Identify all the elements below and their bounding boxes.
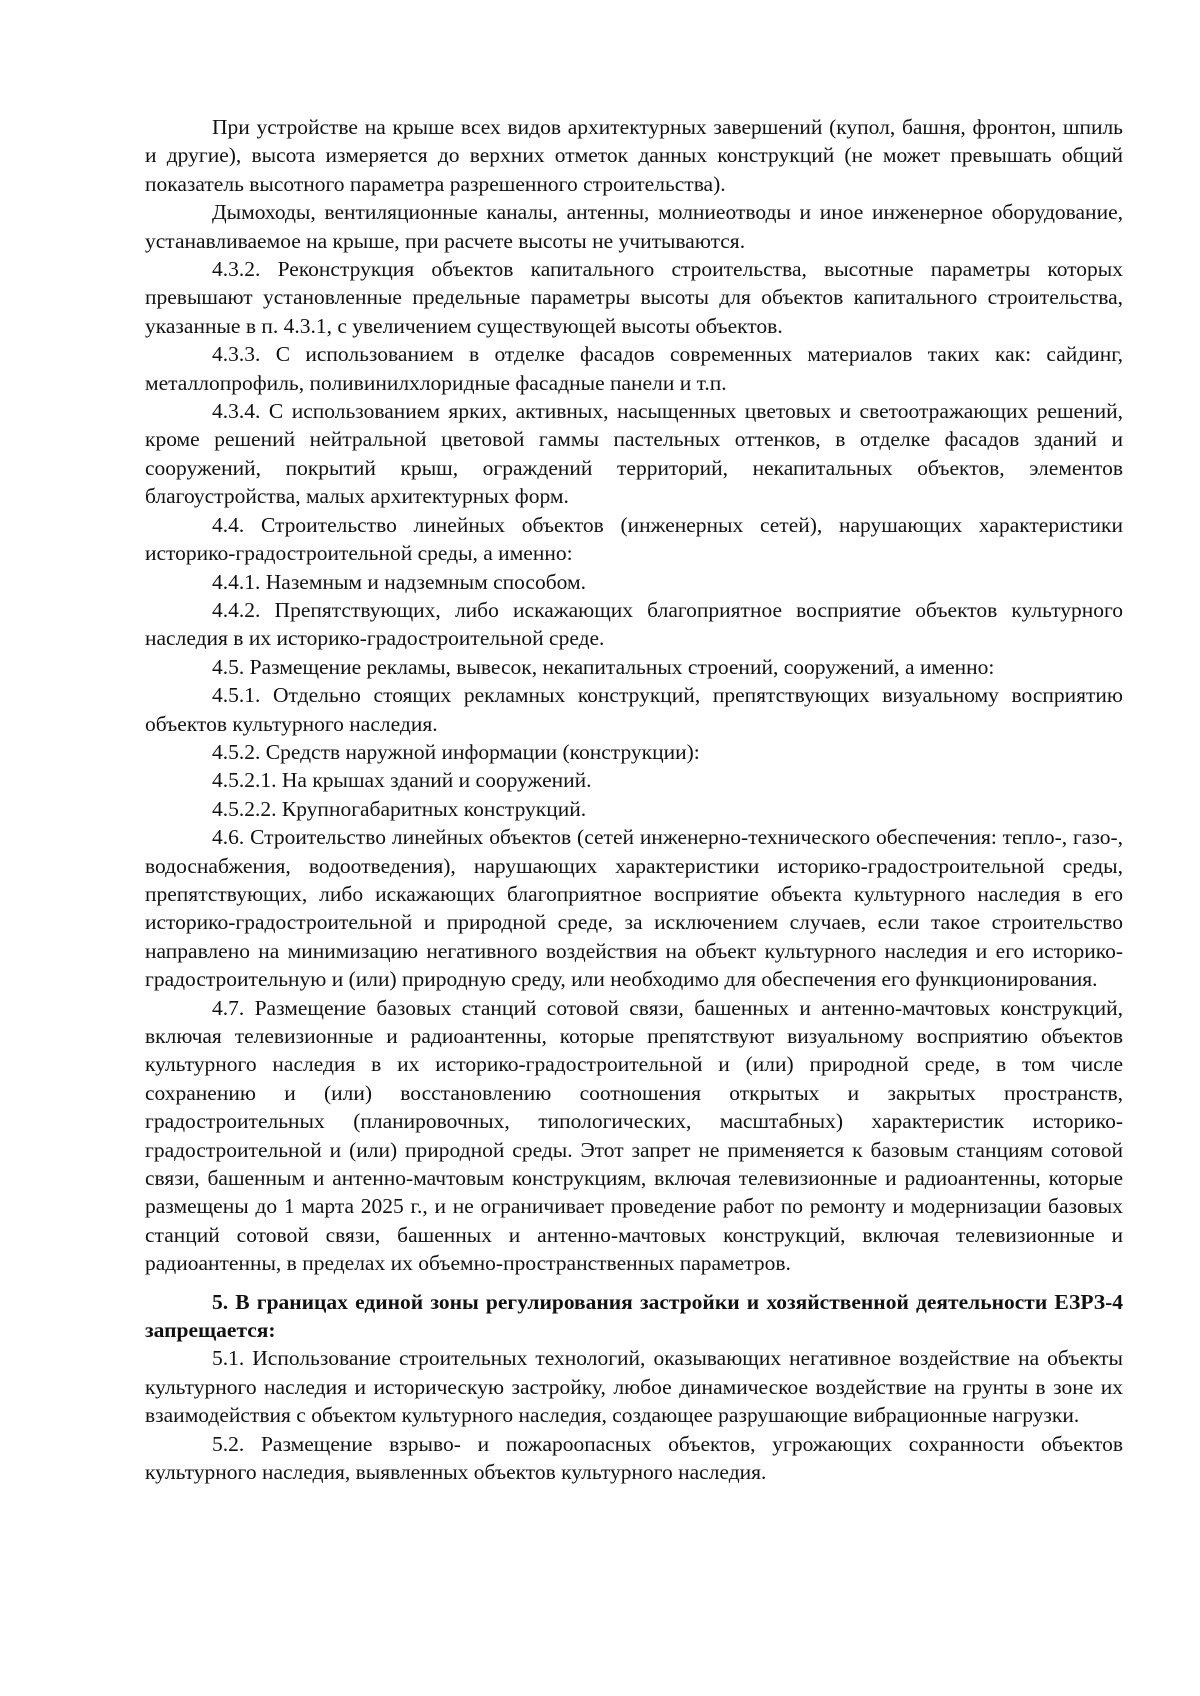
paragraph-roof-structures: При устройстве на крыше всех видов архитектурных завершений (купол, башня, фронтон, шпиль и другие), высота измеряется до верхних отметок данных конструкций (не может превышать общий показатель высотного параметра разрешенного строительства). xyxy=(145,115,1123,196)
paragraph-4-4: 4.4. Строительство линейных объектов (инженерных сетей), нарушающих характеристики историко-градостроительной среды, а именно: xyxy=(145,512,1123,566)
paragraph-4-5-2: 4.5.2. Средств наружной информации (конструкции): xyxy=(212,739,700,764)
paragraph-5-1: 5.1. Использование строительных технологий, оказывающих негативное воздействие на объекты культурного наследия и историческую застройку, любое динамическое воздействие на грунты в зоне их взаимодействия с объектом культурного наследия, создающее разрушающие вибрационные нагрузки. xyxy=(145,1346,1123,1428)
paragraph-5-2: 5.2. Размещение взрыво- и пожароопасных объектов, угрожающих сохранности объектов культурного наследия, выявленных объектов культурного наследия. xyxy=(145,1431,1123,1485)
document-page xyxy=(145,113,1123,1487)
paragraph-4-4-2: 4.4.2. Препятствующих, либо искажающих благоприятное восприятие объектов культурного наследия в их историко-градостроительной среде. xyxy=(145,597,1123,651)
paragraph-4-5-2-1: 4.5.2.1. На крышах зданий и сооружений. xyxy=(212,768,592,793)
paragraph-4-5-2-2: 4.5.2.2. Крупногабаритных конструкций. xyxy=(212,796,587,821)
paragraph-4-3-4: 4.3.4. С использованием ярких, активных, насыщенных цветовых и светоотражающих решений, кроме решений нейтральной цветовой гаммы пастельных оттенков, в отделке фасадов зданий и сооружений, покрытий крыш, ограждений территорий, некапитальных объектов, элементов благоустройства, малых архитектурных форм. xyxy=(145,399,1123,509)
paragraph-4-7: 4.7. Размещение базовых станций сотовой связи, башенных и антенно-мачтовых конструкций, включая телевизионные и радиоантенны, которые препятствуют визуальному восприятию объектов культурного наследия в их историко-градостроительной и (или) природной среде, в том числе сохранению и (или) восстановлению соотношения открытых и закрытых пространств, градостроительных (планировочных, типологических, масштабных) характеристик историко-градостроительной и (или) природной среды. Этот запрет не применяется к базовым станциям сотовой связи, башенным и антенно-мачтовым конструкциям, включая телевизионные и радиоантенны, которые размещены до 1 марта 2025 г., и не ограничивает проведение работ по ремонту и модернизации базовых станций сотовой связи, башенных и антенно-мачтовых конструкций, включая телевизионные и радиоантенны, в пределах их объемно-пространственных параметров. xyxy=(145,995,1123,1276)
paragraph-roof-equipment: Дымоходы, вентиляционные каналы, антенны, молниеотводы и иное инженерное оборудование, устанавливаемое на крыше, при расчете высоты не учитываются. xyxy=(145,200,1123,253)
paragraph-4-3-2: 4.3.2. Реконструкция объектов капитального строительства, высотные параметры которых превышают установленные предельные параметры высоты для объектов капитального строительства, указанные в п. 4.3.1, с увеличением существующей высоты объектов. xyxy=(145,257,1123,338)
paragraph-4-5: 4.5. Размещение рекламы, вывесок, некапитальных строений, сооружений, а именно: xyxy=(212,654,995,679)
paragraph-4-6: 4.6. Строительство линейных объектов (сетей инженерно-технического обеспечения: тепло-, газо-, водоснабжения, водоотведения), нарушающих характеристики историко-градостроительной среды, препятствующих, либо искажающих благоприятное восприятие объекта культурного наследия в его историко-градостроительной и природной среде, за исключением случаев, если такое строительство направлено на минимизацию негативного воздействия на объект культурного наследия и его историко-градостроительную и (или) природную среду, или необходимо для обеспечения его функционирования. xyxy=(145,825,1123,992)
paragraph-4-3-3: 4.3.3. С использованием в отделке фасадов современных материалов таких как: сайдинг, металлопрофиль, поливинилхлоридные фасадные панели и т.п. xyxy=(145,342,1123,395)
paragraph-4-4-1: 4.4.1. Наземным и надземным способом. xyxy=(212,569,586,594)
paragraph-4-5-1: 4.5.1. Отдельно стоящих рекламных конструкций, препятствующих визуальному восприятию объектов культурного наследия. xyxy=(145,683,1123,736)
section-5-heading: 5. В границах единой зоны регулирования застройки и хозяйственной деятельности ЕЗРЗ-4 запрещается: xyxy=(145,1289,1123,1343)
